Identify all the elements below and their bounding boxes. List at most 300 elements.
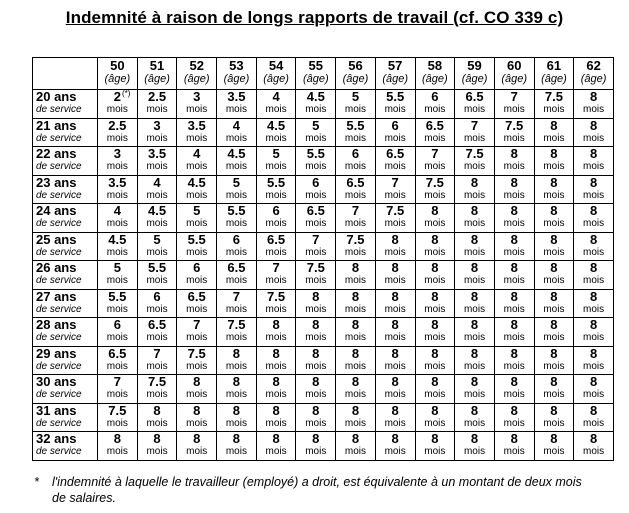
indemnity-cell bbox=[217, 318, 257, 347]
service-label: de service bbox=[36, 303, 82, 315]
indemnity-value bbox=[138, 147, 177, 161]
indemnity-cell bbox=[98, 90, 138, 119]
indemnity-value-number: 7 bbox=[272, 260, 280, 275]
indemnity-value bbox=[455, 290, 494, 304]
indemnity-value-number: 8 bbox=[193, 374, 201, 389]
indemnity-cell bbox=[494, 175, 534, 204]
indemnity-value bbox=[495, 290, 534, 304]
indemnity-value bbox=[336, 261, 375, 275]
indemnity-value-number: 4.5 bbox=[147, 203, 167, 218]
indemnity-cell bbox=[256, 289, 296, 318]
indemnity-unit: mois bbox=[543, 161, 565, 172]
indemnity-value bbox=[98, 261, 137, 275]
service-years-cell bbox=[33, 318, 98, 347]
indemnity-unit: mois bbox=[344, 303, 367, 315]
indemnity-cell bbox=[296, 147, 336, 176]
indemnity-value-number: 8 bbox=[431, 232, 439, 247]
indemnity-value-number: 8 bbox=[589, 89, 598, 104]
indemnity-unit: mois bbox=[146, 275, 168, 286]
indemnity-value-number: 8 bbox=[272, 317, 280, 332]
age-label: (âge) bbox=[104, 73, 131, 85]
indemnity-unit: mois bbox=[106, 275, 128, 286]
indemnity-unit: mois bbox=[583, 275, 605, 286]
indemnity-cell bbox=[415, 147, 455, 176]
age-label: (âge) bbox=[501, 73, 528, 85]
service-years-cell bbox=[33, 403, 98, 432]
indemnity-cell bbox=[534, 232, 574, 261]
indemnity-value-number: 7 bbox=[510, 89, 518, 104]
indemnity-value bbox=[177, 147, 216, 161]
indemnity-unit: mois bbox=[305, 218, 327, 229]
indemnity-unit: mois bbox=[583, 132, 605, 144]
indemnity-value-number: 5.5 bbox=[386, 89, 405, 104]
age-header-cell bbox=[574, 58, 614, 90]
indemnity-unit: mois bbox=[583, 104, 605, 115]
indemnity-value-number: 8 bbox=[312, 346, 320, 361]
service-years: 27 ans bbox=[36, 289, 77, 304]
service-years-cell bbox=[33, 375, 98, 404]
indemnity-value bbox=[257, 119, 296, 133]
age-header-cell bbox=[455, 58, 495, 90]
indemnity-value-number: 8 bbox=[510, 146, 518, 161]
indemnity-value bbox=[535, 233, 574, 247]
indemnity-unit: mois bbox=[106, 446, 128, 457]
indemnity-value bbox=[535, 432, 574, 446]
indemnity-cell bbox=[98, 204, 138, 233]
indemnity-value bbox=[455, 90, 494, 104]
indemnity-value-number: 6.5 bbox=[267, 232, 286, 247]
indemnity-value-number: 8 bbox=[550, 431, 558, 446]
indemnity-value bbox=[535, 404, 574, 418]
indemnity-value bbox=[217, 204, 256, 218]
age-header-cell bbox=[98, 58, 138, 90]
indemnity-cell bbox=[217, 175, 257, 204]
indemnity-unit: mois bbox=[146, 332, 168, 343]
indemnity-value bbox=[296, 318, 335, 332]
indemnity-value bbox=[495, 375, 534, 389]
indemnity-cell bbox=[137, 375, 177, 404]
indemnity-unit: mois bbox=[186, 132, 208, 144]
indemnity-value-number: 8 bbox=[589, 203, 598, 218]
indemnity-unit: mois bbox=[146, 303, 168, 315]
indemnity-value bbox=[296, 204, 335, 218]
indemnity-unit: mois bbox=[463, 303, 486, 315]
indemnity-value bbox=[574, 233, 613, 247]
indemnity-unit: mois bbox=[225, 303, 247, 315]
indemnity-cell bbox=[336, 375, 376, 404]
indemnity-cell bbox=[455, 175, 495, 204]
indemnity-cell bbox=[296, 403, 336, 432]
indemnity-unit: mois bbox=[146, 246, 168, 258]
indemnity-value-number: 8 bbox=[589, 260, 598, 275]
indemnity-cell bbox=[217, 375, 257, 404]
table-row bbox=[33, 118, 614, 147]
indemnity-value bbox=[495, 119, 534, 133]
service-years-cell bbox=[33, 147, 98, 176]
indemnity-value bbox=[416, 404, 455, 418]
indemnity-unit: mois bbox=[106, 303, 128, 315]
indemnity-unit: mois bbox=[384, 218, 406, 229]
indemnity-cell bbox=[574, 289, 614, 318]
indemnity-unit: mois bbox=[265, 389, 287, 400]
indemnity-unit: mois bbox=[186, 189, 208, 201]
indemnity-unit: mois bbox=[344, 218, 367, 229]
indemnity-table bbox=[32, 57, 614, 461]
age-number: 62 bbox=[586, 58, 601, 73]
indemnity-unit: mois bbox=[503, 132, 525, 144]
indemnity-cell bbox=[455, 289, 495, 318]
indemnity-cell bbox=[177, 147, 217, 176]
indemnity-unit: mois bbox=[265, 303, 287, 315]
indemnity-value bbox=[376, 147, 415, 161]
indemnity-cell bbox=[375, 432, 415, 461]
table-body bbox=[33, 90, 614, 461]
indemnity-value bbox=[177, 318, 216, 332]
indemnity-unit: mois bbox=[305, 389, 327, 400]
age-label: (âge) bbox=[382, 73, 408, 85]
indemnity-value-number: 8 bbox=[351, 289, 360, 304]
service-years-cell bbox=[33, 289, 98, 318]
indemnity-cell bbox=[375, 261, 415, 290]
indemnity-unit: mois bbox=[265, 360, 287, 372]
indemnity-value bbox=[336, 404, 375, 418]
indemnity-value bbox=[495, 318, 534, 332]
indemnity-cell bbox=[534, 403, 574, 432]
age-number: 59 bbox=[467, 58, 482, 73]
indemnity-cell bbox=[137, 147, 177, 176]
indemnity-value-number: 4.5 bbox=[108, 232, 127, 247]
indemnity-value-number: 7.5 bbox=[544, 89, 563, 104]
indemnity-value bbox=[416, 432, 455, 446]
indemnity-value-number: 6.5 bbox=[465, 89, 484, 104]
indemnity-value bbox=[574, 375, 613, 389]
indemnity-cell bbox=[455, 403, 495, 432]
indemnity-cell bbox=[177, 118, 217, 147]
indemnity-unit: mois bbox=[543, 132, 565, 144]
indemnity-value-number: 3.5 bbox=[147, 146, 167, 161]
indemnity-cell bbox=[534, 90, 574, 119]
indemnity-cell bbox=[137, 289, 177, 318]
indemnity-cell bbox=[375, 346, 415, 375]
indemnity-value bbox=[296, 432, 335, 446]
indemnity-unit: mois bbox=[225, 360, 247, 372]
indemnity-cell bbox=[256, 147, 296, 176]
indemnity-cell bbox=[217, 90, 257, 119]
service-years-cell bbox=[33, 432, 98, 461]
indemnity-value-number: 6 bbox=[351, 146, 360, 161]
indemnity-unit: mois bbox=[186, 104, 208, 115]
indemnity-unit: mois bbox=[583, 417, 605, 429]
table-row bbox=[33, 90, 614, 119]
indemnity-cell bbox=[256, 261, 296, 290]
indemnity-cell bbox=[534, 175, 574, 204]
indemnity-value-number: 5.5 bbox=[346, 118, 365, 133]
indemnity-unit: mois bbox=[265, 104, 287, 115]
age-number: 57 bbox=[387, 58, 403, 73]
indemnity-value bbox=[138, 404, 177, 418]
indemnity-unit: mois bbox=[384, 332, 406, 343]
indemnity-value bbox=[535, 90, 574, 104]
indemnity-unit: mois bbox=[583, 332, 605, 343]
indemnity-unit: mois bbox=[463, 132, 486, 144]
age-header-cell bbox=[534, 58, 574, 90]
indemnity-value bbox=[257, 261, 296, 275]
indemnity-unit: mois bbox=[503, 275, 525, 286]
indemnity-value-number: 8 bbox=[510, 203, 518, 218]
indemnity-cell bbox=[534, 204, 574, 233]
indemnity-value-number: 8 bbox=[510, 232, 518, 247]
indemnity-value bbox=[376, 375, 415, 389]
indemnity-unit: mois bbox=[225, 246, 247, 258]
indemnity-value bbox=[574, 119, 613, 133]
service-years-cell bbox=[33, 346, 98, 375]
indemnity-cell bbox=[256, 232, 296, 261]
indemnity-cell bbox=[217, 232, 257, 261]
indemnity-value-number: 3 bbox=[113, 146, 121, 161]
indemnity-cell bbox=[375, 289, 415, 318]
indemnity-value bbox=[257, 375, 296, 389]
indemnity-value bbox=[455, 347, 494, 361]
indemnity-value bbox=[217, 176, 256, 190]
indemnity-value-number: 8 bbox=[232, 431, 241, 446]
service-years: 31 ans bbox=[36, 403, 77, 418]
indemnity-cell bbox=[137, 204, 177, 233]
indemnity-value-number: 8 bbox=[550, 403, 558, 418]
indemnity-value-number: 7 bbox=[113, 374, 121, 389]
indemnity-value-number: 8 bbox=[589, 374, 598, 389]
indemnity-value bbox=[217, 432, 256, 446]
service-years: 24 ans bbox=[36, 203, 77, 218]
indemnity-unit: mois bbox=[583, 389, 605, 400]
indemnity-cell bbox=[177, 90, 217, 119]
indemnity-unit: mois bbox=[146, 161, 168, 172]
indemnity-cell bbox=[336, 147, 376, 176]
indemnity-unit: mois bbox=[305, 332, 327, 343]
indemnity-unit: mois bbox=[463, 218, 486, 229]
indemnity-cell bbox=[336, 403, 376, 432]
indemnity-value bbox=[138, 375, 177, 389]
indemnity-cell bbox=[256, 90, 296, 119]
indemnity-cell bbox=[336, 175, 376, 204]
indemnity-value-number: 7.5 bbox=[306, 260, 325, 275]
indemnity-value-number: 7.5 bbox=[465, 146, 484, 161]
service-years: 21 ans bbox=[36, 118, 77, 133]
indemnity-cell bbox=[98, 403, 138, 432]
indemnity-value-number: 7.5 bbox=[346, 232, 365, 247]
indemnity-value bbox=[177, 261, 216, 275]
indemnity-value-number: 6.5 bbox=[386, 146, 405, 161]
indemnity-unit: mois bbox=[225, 161, 247, 172]
indemnity-unit: mois bbox=[344, 417, 367, 429]
indemnity-unit: mois bbox=[424, 161, 446, 172]
table-corner-cell bbox=[33, 58, 98, 90]
indemnity-cell bbox=[415, 175, 455, 204]
indemnity-cell bbox=[217, 204, 257, 233]
indemnity-value-number: 8 bbox=[391, 317, 399, 332]
indemnity-value bbox=[98, 204, 137, 218]
age-number: 58 bbox=[427, 58, 443, 73]
indemnity-value-number: 7 bbox=[470, 118, 479, 133]
indemnity-cell bbox=[296, 261, 336, 290]
indemnity-unit: mois bbox=[186, 389, 208, 400]
indemnity-cell bbox=[177, 346, 217, 375]
indemnity-value bbox=[535, 375, 574, 389]
indemnity-cell bbox=[455, 261, 495, 290]
indemnity-value-number: 8 bbox=[391, 374, 399, 389]
indemnity-cell bbox=[375, 147, 415, 176]
indemnity-cell bbox=[98, 289, 138, 318]
indemnity-value-number: 3.5 bbox=[108, 175, 127, 190]
indemnity-value bbox=[574, 404, 613, 418]
indemnity-value bbox=[336, 90, 375, 104]
indemnity-unit: mois bbox=[463, 161, 486, 172]
age-header-cell bbox=[415, 58, 455, 90]
indemnity-cell bbox=[177, 403, 217, 432]
indemnity-cell bbox=[494, 318, 534, 347]
indemnity-cell bbox=[494, 403, 534, 432]
indemnity-cell bbox=[455, 432, 495, 461]
age-header-cell bbox=[336, 58, 376, 90]
indemnity-cell bbox=[494, 261, 534, 290]
indemnity-unit: mois bbox=[186, 303, 208, 315]
indemnity-value bbox=[296, 233, 335, 247]
indemnity-cell bbox=[217, 346, 257, 375]
indemnity-value-number: 8 bbox=[431, 431, 439, 446]
indemnity-value bbox=[416, 290, 455, 304]
indemnity-value-number: 8 bbox=[589, 289, 598, 304]
indemnity-value bbox=[217, 119, 256, 133]
footnote-reference: (*) bbox=[121, 89, 131, 98]
age-number: 51 bbox=[149, 58, 165, 73]
indemnity-value-number: 8 bbox=[550, 146, 558, 161]
indemnity-value bbox=[416, 233, 455, 247]
indemnity-cell bbox=[494, 375, 534, 404]
indemnity-value-number: 8 bbox=[550, 374, 558, 389]
indemnity-value bbox=[535, 147, 574, 161]
indemnity-value-number: 4.5 bbox=[227, 146, 246, 161]
indemnity-unit: mois bbox=[424, 417, 446, 429]
indemnity-cell bbox=[455, 204, 495, 233]
indemnity-value bbox=[138, 347, 177, 361]
indemnity-unit: mois bbox=[265, 446, 287, 457]
indemnity-value bbox=[455, 119, 494, 133]
indemnity-cell bbox=[296, 175, 336, 204]
indemnity-cell bbox=[415, 118, 455, 147]
indemnity-unit: mois bbox=[543, 417, 565, 429]
indemnity-unit: mois bbox=[384, 303, 406, 315]
indemnity-unit: mois bbox=[583, 360, 605, 372]
footnote-text: l'indemnité à laquelle le travailleur (employé) a droit, est équivalente à un montant de deux mois de salaires. bbox=[52, 475, 582, 505]
indemnity-value bbox=[495, 404, 534, 418]
indemnity-cell bbox=[534, 147, 574, 176]
indemnity-unit: mois bbox=[503, 104, 525, 115]
indemnity-value bbox=[217, 90, 256, 104]
indemnity-value-number: 8 bbox=[510, 175, 518, 190]
indemnity-value bbox=[336, 176, 375, 190]
indemnity-unit: mois bbox=[384, 104, 406, 115]
indemnity-cell bbox=[177, 289, 217, 318]
indemnity-unit: mois bbox=[225, 218, 247, 229]
age-label: (âge) bbox=[541, 73, 567, 85]
indemnity-unit: mois bbox=[225, 132, 247, 144]
age-header-cell bbox=[375, 58, 415, 90]
table-row bbox=[33, 147, 614, 176]
indemnity-value-number: 2 bbox=[113, 89, 121, 104]
indemnity-value bbox=[376, 404, 415, 418]
indemnity-value bbox=[98, 290, 137, 304]
indemnity-value-number: 8 bbox=[312, 403, 320, 418]
service-label: de service bbox=[36, 104, 82, 115]
indemnity-unit: mois bbox=[225, 275, 247, 286]
indemnity-unit: mois bbox=[503, 360, 525, 372]
indemnity-cell bbox=[375, 90, 415, 119]
indemnity-value bbox=[336, 375, 375, 389]
indemnity-unit: mois bbox=[265, 275, 287, 286]
indemnity-value-number: 5.5 bbox=[187, 232, 206, 247]
indemnity-value bbox=[296, 176, 335, 190]
indemnity-value-number: 8 bbox=[470, 346, 479, 361]
age-number: 60 bbox=[506, 58, 522, 73]
indemnity-unit: mois bbox=[424, 218, 446, 229]
indemnity-unit: mois bbox=[146, 360, 168, 372]
indemnity-value bbox=[455, 176, 494, 190]
indemnity-value-number: 8 bbox=[391, 289, 399, 304]
indemnity-cell bbox=[494, 346, 534, 375]
indemnity-value-number: 7.5 bbox=[267, 289, 286, 304]
indemnity-cell bbox=[534, 289, 574, 318]
indemnity-unit: mois bbox=[543, 332, 565, 343]
indemnity-unit: mois bbox=[463, 389, 486, 400]
service-years: 25 ans bbox=[36, 232, 77, 247]
indemnity-value bbox=[138, 432, 177, 446]
indemnity-value bbox=[495, 176, 534, 190]
indemnity-unit: mois bbox=[106, 132, 128, 144]
indemnity-value bbox=[296, 147, 335, 161]
indemnity-cell bbox=[98, 432, 138, 461]
indemnity-value-number: 6 bbox=[431, 89, 439, 104]
service-years: 32 ans bbox=[36, 431, 77, 446]
indemnity-value bbox=[177, 119, 216, 133]
indemnity-value-number: 5 bbox=[272, 146, 280, 161]
indemnity-unit: mois bbox=[583, 189, 605, 201]
indemnity-cell bbox=[256, 318, 296, 347]
indemnity-cell bbox=[296, 318, 336, 347]
indemnity-cell bbox=[256, 403, 296, 432]
indemnity-unit: mois bbox=[106, 104, 128, 115]
indemnity-unit: mois bbox=[186, 446, 208, 457]
indemnity-cell bbox=[137, 261, 177, 290]
indemnity-unit: mois bbox=[543, 246, 565, 258]
indemnity-unit: mois bbox=[146, 104, 168, 115]
indemnity-cell bbox=[137, 346, 177, 375]
indemnity-cell bbox=[494, 204, 534, 233]
indemnity-value-number: 7 bbox=[232, 289, 241, 304]
indemnity-value bbox=[535, 204, 574, 218]
indemnity-value-number: 7 bbox=[312, 232, 320, 247]
indemnity-value bbox=[257, 204, 296, 218]
indemnity-value-number: 8 bbox=[550, 260, 558, 275]
indemnity-unit: mois bbox=[384, 161, 406, 172]
indemnity-cell bbox=[574, 118, 614, 147]
indemnity-value bbox=[416, 347, 455, 361]
indemnity-value-number: 3 bbox=[153, 118, 161, 133]
indemnity-cell bbox=[336, 232, 376, 261]
service-years-cell bbox=[33, 204, 98, 233]
indemnity-unit: mois bbox=[583, 446, 605, 457]
indemnity-unit: mois bbox=[424, 189, 446, 201]
indemnity-value-number: 7.5 bbox=[227, 317, 246, 332]
indemnity-value bbox=[98, 318, 137, 332]
